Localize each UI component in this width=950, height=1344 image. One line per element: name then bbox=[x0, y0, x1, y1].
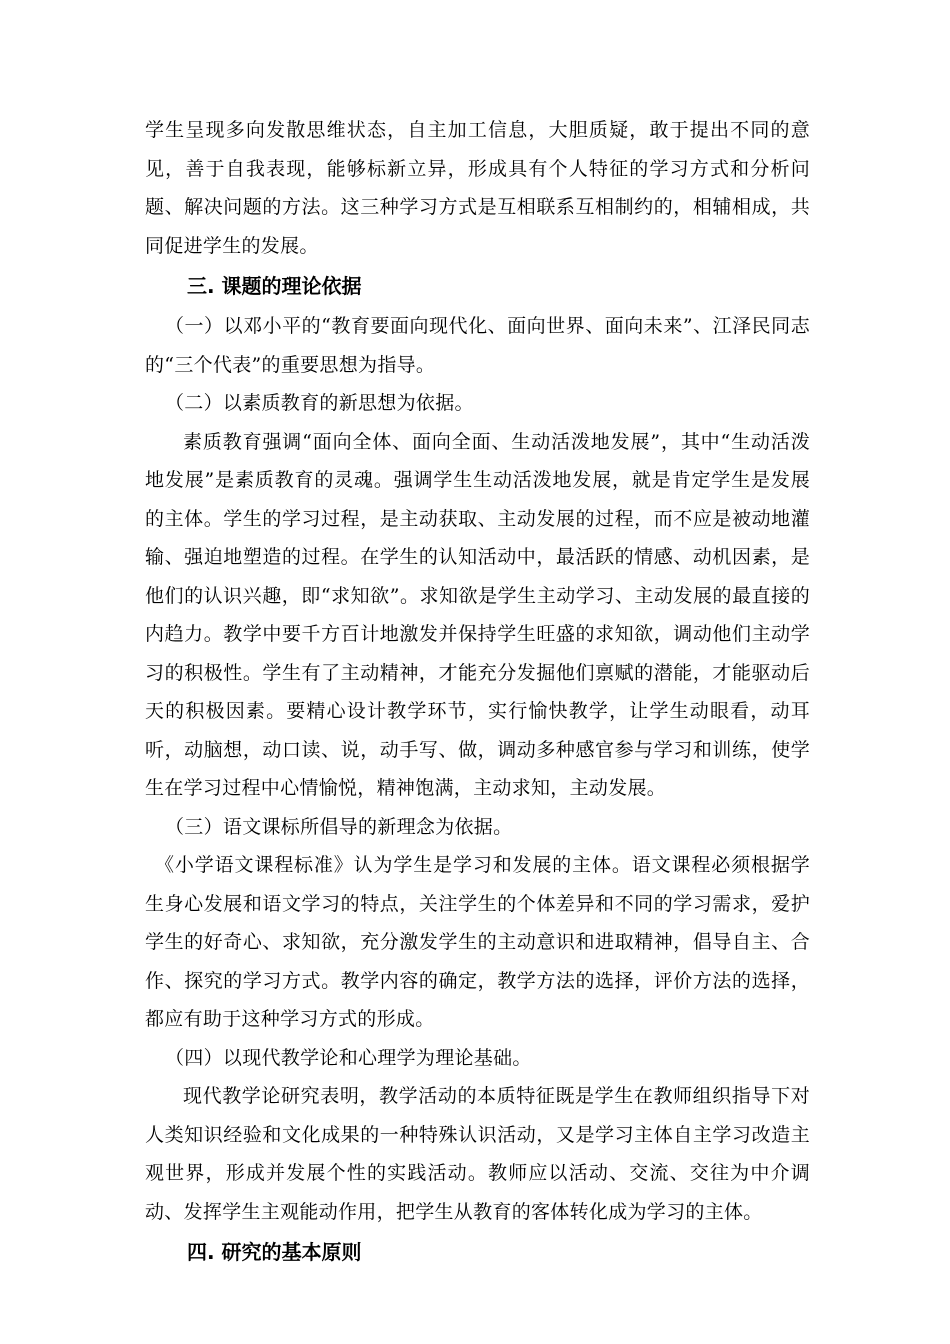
paragraph-intro: 学生呈现多向发散思维状态，自主加工信息，大胆质疑，敢于提出不同的意见，善于自我表现，能够标新立异，形成具有个人特征的学习方式和分析问题、解决问题的方法。这三种学习方式是互相联系互相制约的，相辅相成，共同促进学生的发展。 bbox=[145, 119, 810, 257]
paragraph-curriculum-standard: 《小学语文课程标准》认为学生是学习和发展的主体。语文课程必须根据学生身心发展和语文学习的特点，关注学生的个体差异和不同的学习需求，爱护学生的好奇心、求知欲，充分激发学生的主动意识和进取精神，倡导自主、合作、探究的学习方式。教学内容的确定，教学方法的选择，评价方法的选择，都应有助于这种学习方式的形成。 bbox=[145, 854, 810, 1030]
item-3: （三）语文课标所倡导的新理念为依据。 bbox=[165, 815, 513, 838]
item-2: （二）以素质教育的新思想为依据。 bbox=[165, 392, 474, 414]
item-1: （一）以邓小平的“教育要面向现代化、面向世界、面向未来”、江泽民同志的“三个代表”的重要思想为指导。 bbox=[145, 315, 810, 376]
paragraph-modern-pedagogy: 现代教学论研究表明，教学活动的本质特征既是学生在教师组织指导下对人类知识经验和文化成果的一种特殊认识活动，又是学习主体自主学习改造主观世界，形成并发展个性的实践活动。教师应以活动、交流、交往为中介调动、发挥学生主观能动作用，把学生从教育的客体转化成为学习的主体。 bbox=[145, 1085, 810, 1223]
section-heading-4: 四. 研究的基本原则 bbox=[187, 1240, 362, 1264]
section-heading-3: 三. 课题的理论依据 bbox=[187, 274, 362, 298]
item-4: （四）以现代教学论和心理学为理论基础。 bbox=[165, 1046, 532, 1069]
paragraph-quality-education: 素质教育强调“面向全体、面向全面、生动活泼地发展”，其中“生动活泼地发展”是素质教育的灵魂。强调学生生动活泼地发展，就是肯定学生是发展的主体。学生的学习过程，是主动获取、主动发展的过程，而不应是被动地灌输、强迫地塑造的过程。在学生的认知活动中，最活跃的情感、动机因素，是他们的认识兴趣，即“求知欲”。求知欲是学生主动学习、主动发展的最直接的内趋力。教学中要千方百计地激发并保持学生旺盛的求知欲，调动他们主动学习的积极性。学生有了主动精神，才能充分发掘他们禀赋的潜能，才能驱动后天的积极因素。要精心设计教学环节，实行愉快教学，让学生动眼看，动耳听，动脑想，动口读、说，动手写、做，调动多种感官参与学习和训练，使学生在学习过程中心情愉悦，精神饱满，主动求知，主动发展。 bbox=[145, 430, 810, 799]
document-body bbox=[145, 111, 810, 1273]
